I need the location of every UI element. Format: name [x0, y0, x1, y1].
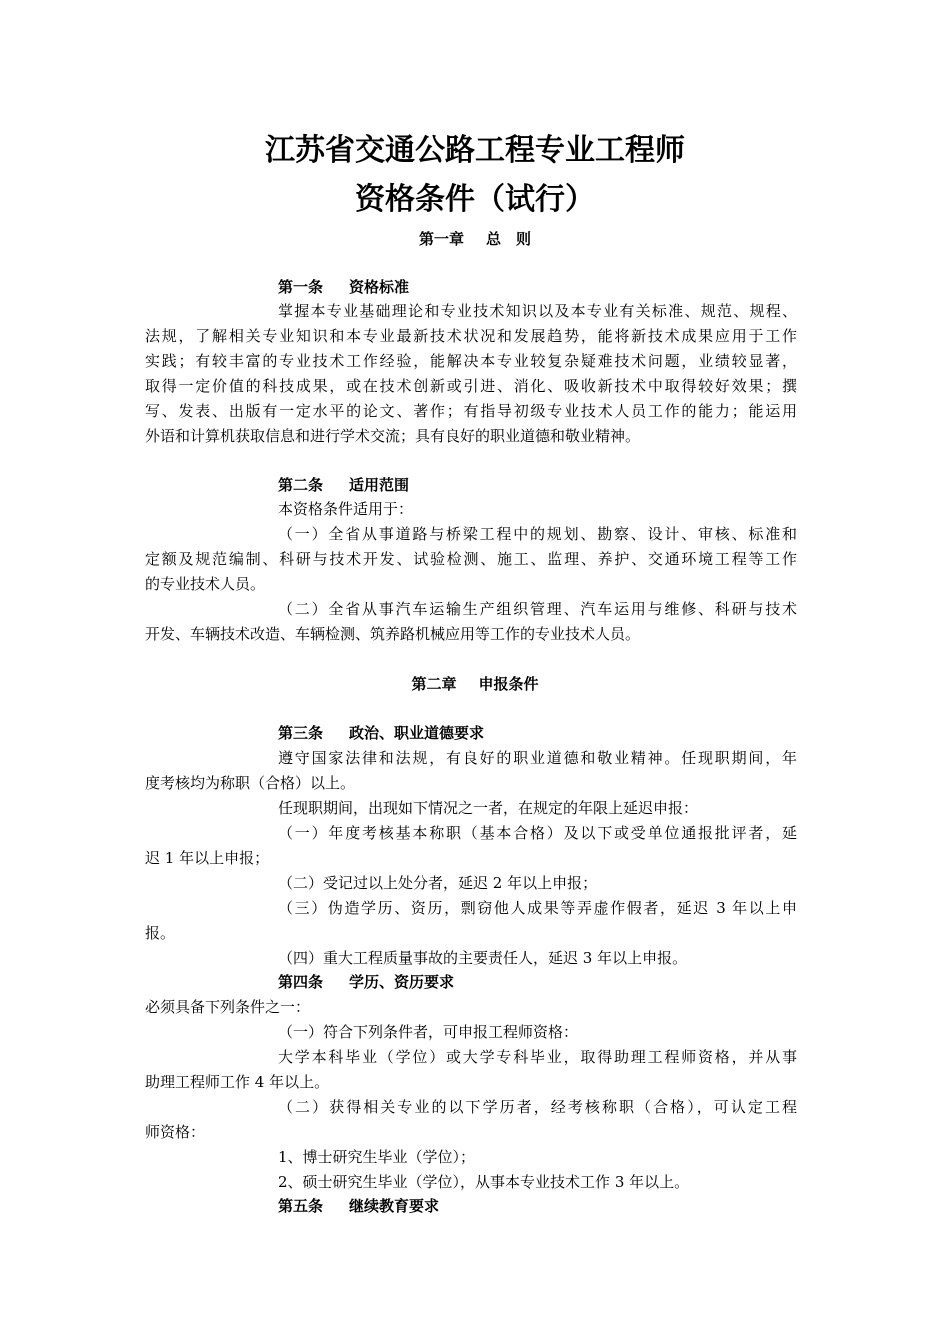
article-3-line: （四）重大工程质量事故的主要责任人，延迟 3 年以上申报。: [278, 949, 688, 967]
chapter-2-number: 第二章: [411, 675, 457, 693]
article-2-line: 开发、车辆技术改造、车辆检测、筑养路机械应用等工作的专业技术人员。: [145, 625, 641, 643]
article-3-line: 报。: [145, 924, 176, 942]
article-4-line: 2、硕士研究生毕业（学位），从事本专业技术工作 3 年以上。: [278, 1173, 690, 1191]
article-4-name: 学历、资历要求: [349, 973, 455, 991]
document-title-line-1: 江苏省交通公路工程专业工程师: [265, 133, 685, 168]
chapter-1-heading: [0, 228, 950, 250]
article-3-line: 迟 1 年以上申报；: [145, 849, 270, 867]
article-1-heading: [278, 276, 409, 298]
document-title-line-2: 资格条件（试行）: [355, 182, 595, 217]
article-1-line: 掌握本专业基础理论和专业技术知识以及本专业有关标准、规范、规程、: [278, 302, 797, 320]
article-4-line: 师资格：: [145, 1123, 206, 1141]
article-3-line: （二）受记过以上处分者，延迟 2 年以上申报；: [278, 874, 598, 892]
article-4-line: 助理工程师工作 4 年以上。: [145, 1073, 330, 1091]
article-1-number: 第一条: [278, 278, 324, 296]
article-4-line: （一）符合下列条件者，可申报工程师资格：: [278, 1023, 579, 1041]
article-1-line: 取得一定价值的科技成果，或在技术创新或引进、消化、吸收新技术中取得较好效果；撰: [145, 377, 797, 395]
chapter-2-heading: [0, 673, 950, 695]
article-1-line: 外语和计算机获取信息和进行学术交流；具有良好的职业道德和敬业精神。: [145, 427, 641, 445]
article-3-heading: [278, 722, 484, 744]
article-4-number: 第四条: [278, 973, 324, 991]
article-2-line: 定额及规范编制、科研与技术开发、试验检测、施工、监理、养护、交通环境工程等工作: [145, 550, 797, 568]
article-4-line: 1、博士研究生毕业（学位）；: [278, 1148, 476, 1166]
article-1-line: 法规，了解相关专业知识和本专业最新技术状况和发展趋势，能将新技术成果应用于工作: [145, 327, 797, 345]
chapter-2-name: 申报条件: [478, 675, 539, 693]
article-5-heading: [278, 1195, 439, 1217]
article-2-line: （一）全省从事道路与桥梁工程中的规划、勘察、设计、审核、标准和: [278, 525, 797, 543]
article-5-number: 第五条: [278, 1197, 324, 1215]
chapter-1-name: 总 则: [486, 230, 532, 248]
article-4-heading: [278, 971, 454, 993]
article-5-name: 继续教育要求: [349, 1197, 440, 1215]
article-4-line: 必须具备下列条件之一：: [145, 998, 311, 1016]
article-1-line: 写、发表、出版有一定水平的论文、著作；有指导初级专业技术人员工作的能力；能运用: [145, 402, 797, 420]
article-2-name: 适用范围: [349, 476, 410, 494]
article-4-line: 大学本科毕业（学位）或大学专科毕业，取得助理工程师资格，并从事: [278, 1048, 797, 1066]
article-3-line: （一）年度考核基本称职（基本合格）及以下或受单位通报批评者，延: [278, 824, 797, 842]
article-2-line: 本资格条件适用于：: [278, 500, 414, 518]
article-2-heading: [278, 474, 409, 496]
article-2-number: 第二条: [278, 476, 324, 494]
article-2-line: （二）全省从事汽车运输生产组织管理、汽车运用与维修、科研与技术: [278, 600, 797, 618]
article-3-line: 遵守国家法律和法规，有良好的职业道德和敬业精神。任现职期间，年: [278, 749, 797, 767]
article-3-line: （三）伪造学历、资历，剽窃他人成果等弄虚作假者，延迟 3 年以上申: [278, 899, 797, 917]
article-4-line: （二）获得相关专业的以下学历者，经考核称职（合格），可认定工程: [278, 1098, 797, 1116]
article-1-name: 资格标准: [349, 278, 410, 296]
article-3-line: 度考核均为称职（合格）以上。: [145, 774, 356, 792]
article-3-name: 政治、职业道德要求: [349, 724, 485, 742]
article-3-number: 第三条: [278, 724, 324, 742]
article-3-line: 任现职期间，出现如下情况之一者，在规定的年限上延迟申报：: [278, 799, 699, 817]
chapter-1-number: 第一章: [418, 230, 464, 248]
article-1-line: 实践；有较丰富的专业技术工作经验，能解决本专业较复杂疑难技术问题，业绩较显著，: [145, 352, 797, 370]
article-2-line: 的专业技术人员。: [145, 575, 266, 593]
